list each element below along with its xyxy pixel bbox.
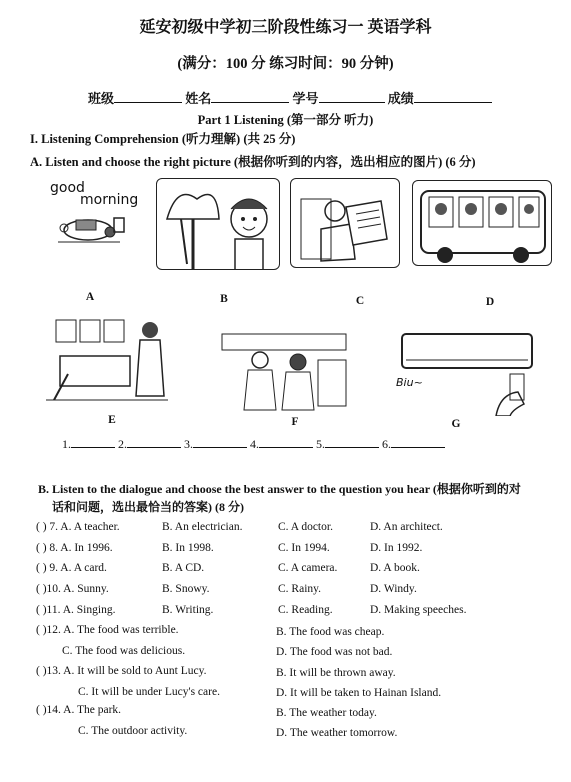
picture-letter-b: B bbox=[220, 293, 228, 305]
answer-blank-2[interactable] bbox=[127, 436, 181, 448]
question-9-a: ( ) 9. A. A card. bbox=[36, 562, 107, 574]
picture-g-air-conditioner bbox=[392, 324, 542, 416]
picture-letter-d: D bbox=[485, 296, 495, 308]
picture-e-cleaning bbox=[40, 316, 170, 410]
name-label: 姓名 bbox=[185, 91, 212, 106]
picture-a-breakfast bbox=[48, 180, 138, 252]
student-info-line bbox=[88, 88, 492, 107]
question-10-a: ( )10. A. Sunny. bbox=[36, 583, 109, 595]
class-blank bbox=[114, 90, 182, 103]
answer-label-3: 3. bbox=[184, 437, 193, 451]
picture-c-man-reading bbox=[290, 178, 400, 268]
sectionA-answer-line bbox=[62, 436, 445, 452]
picture-d-bus bbox=[412, 180, 552, 266]
girl-tree-icon bbox=[157, 179, 280, 270]
sectionB-heading bbox=[38, 480, 558, 516]
picture-letter-c: C bbox=[355, 295, 365, 307]
question-8-a: ( ) 8. A. In 1996. bbox=[36, 542, 113, 554]
question-8-c: C. In 1994. bbox=[278, 542, 330, 554]
score-label: 成绩 bbox=[387, 91, 414, 106]
answer-blank-3[interactable] bbox=[193, 436, 247, 448]
answer-label-2: 2. bbox=[118, 437, 127, 451]
picture-g-sound-text: Biu~ bbox=[396, 376, 423, 389]
sectionB-heading-line2: 话和问题，选出最恰当的答案) (8 分) bbox=[52, 500, 244, 514]
part-heading: Part 1 Listening (第一部分 听力) bbox=[197, 113, 374, 127]
exam-subtitle: (满分：100 分 练习时间：90 分钟) bbox=[177, 56, 394, 72]
question-7-a: ( ) 7. A. A teacher. bbox=[36, 521, 120, 533]
question-14-b: B. The weather today. bbox=[276, 707, 377, 719]
answer-label-4: 4. bbox=[250, 437, 259, 451]
breakfast-icon bbox=[48, 180, 138, 252]
picture-f-cinema bbox=[214, 320, 354, 416]
question-12-b: B. The food was cheap. bbox=[276, 626, 385, 638]
bus-icon bbox=[413, 181, 552, 266]
question-10-c: C. Rainy. bbox=[278, 583, 322, 595]
picture-letter-g: G bbox=[451, 418, 461, 430]
question-12-d: D. The food was not bad. bbox=[276, 646, 393, 658]
picture-b-girl-tree bbox=[156, 178, 280, 270]
score-blank bbox=[414, 90, 492, 103]
name-blank bbox=[211, 90, 289, 103]
cleaning-room-icon bbox=[40, 316, 170, 410]
answer-blank-1[interactable] bbox=[71, 436, 115, 448]
answer-blank-5[interactable] bbox=[325, 436, 379, 448]
answer-label-6: 6. bbox=[382, 437, 391, 451]
question-9-c: C. A camera. bbox=[278, 562, 338, 574]
question-14-c: C. The outdoor activity. bbox=[78, 725, 188, 737]
answer-blank-4[interactable] bbox=[259, 436, 313, 448]
question-13-a: ( )13. A. It will be sold to Aunt Lucy. bbox=[36, 665, 207, 677]
picture-a-word-2: morning bbox=[80, 192, 138, 208]
question-10-d: D. Windy. bbox=[370, 583, 417, 595]
question-8-b: B. In 1998. bbox=[162, 542, 214, 554]
sectionB-heading-line1: B. Listen to the dialogue and choose the best answer to the question you hear (根据你听到的对 bbox=[38, 482, 521, 496]
question-14-d: D. The weather tomorrow. bbox=[276, 727, 398, 739]
picture-letter-f: F bbox=[291, 416, 299, 428]
question-13-d: D. It will be taken to Hainan Island. bbox=[276, 687, 442, 699]
question-11-d: D. Making speeches. bbox=[370, 604, 467, 616]
question-9-b: B. A CD. bbox=[162, 562, 205, 574]
picture-letter-a: A bbox=[85, 291, 95, 303]
question-12-a: ( )12. A. The food was terrible. bbox=[36, 624, 179, 636]
cinema-audience-icon bbox=[214, 320, 354, 416]
air-conditioner-icon bbox=[392, 324, 542, 416]
answer-label-5: 5. bbox=[316, 437, 325, 451]
answer-blank-6[interactable] bbox=[391, 436, 445, 448]
question-14-a: ( )14. A. The park. bbox=[36, 704, 122, 716]
sectionA-heading: A. Listen and choose the right picture (根据你听到的内容，选出相应的图片) (6 分) bbox=[30, 155, 476, 169]
question-7-b: B. An electrician. bbox=[162, 521, 243, 533]
picture-letter-e: E bbox=[108, 414, 116, 426]
reading-man-icon bbox=[291, 179, 400, 268]
question-11-a: ( )11. A. Singing. bbox=[36, 604, 116, 616]
id-label: 学号 bbox=[292, 91, 319, 106]
question-9-d: D. A book. bbox=[370, 562, 420, 574]
exam-title: 延安初级中学初三阶段性练习一 英语学科 bbox=[139, 19, 432, 36]
picture-a-word-1: good bbox=[50, 180, 85, 196]
question-10-b: B. Snowy. bbox=[162, 583, 210, 595]
question-11-b: B. Writing. bbox=[162, 604, 214, 616]
id-blank bbox=[319, 90, 385, 103]
answer-label-1: 1. bbox=[62, 437, 71, 451]
question-8-d: D. In 1992. bbox=[370, 542, 423, 554]
class-label: 班级 bbox=[88, 91, 115, 106]
question-13-c: C. It will be under Lucy's care. bbox=[78, 686, 220, 698]
question-13-b: B. It will be thrown away. bbox=[276, 667, 396, 679]
section1-heading: I. Listening Comprehension (听力理解) (共 25 分) bbox=[30, 132, 296, 146]
question-12-c: C. The food was delicious. bbox=[62, 645, 186, 657]
question-7-c: C. A doctor. bbox=[278, 521, 333, 533]
question-7-d: D. An architect. bbox=[370, 521, 443, 533]
question-11-c: C. Reading. bbox=[278, 604, 333, 616]
